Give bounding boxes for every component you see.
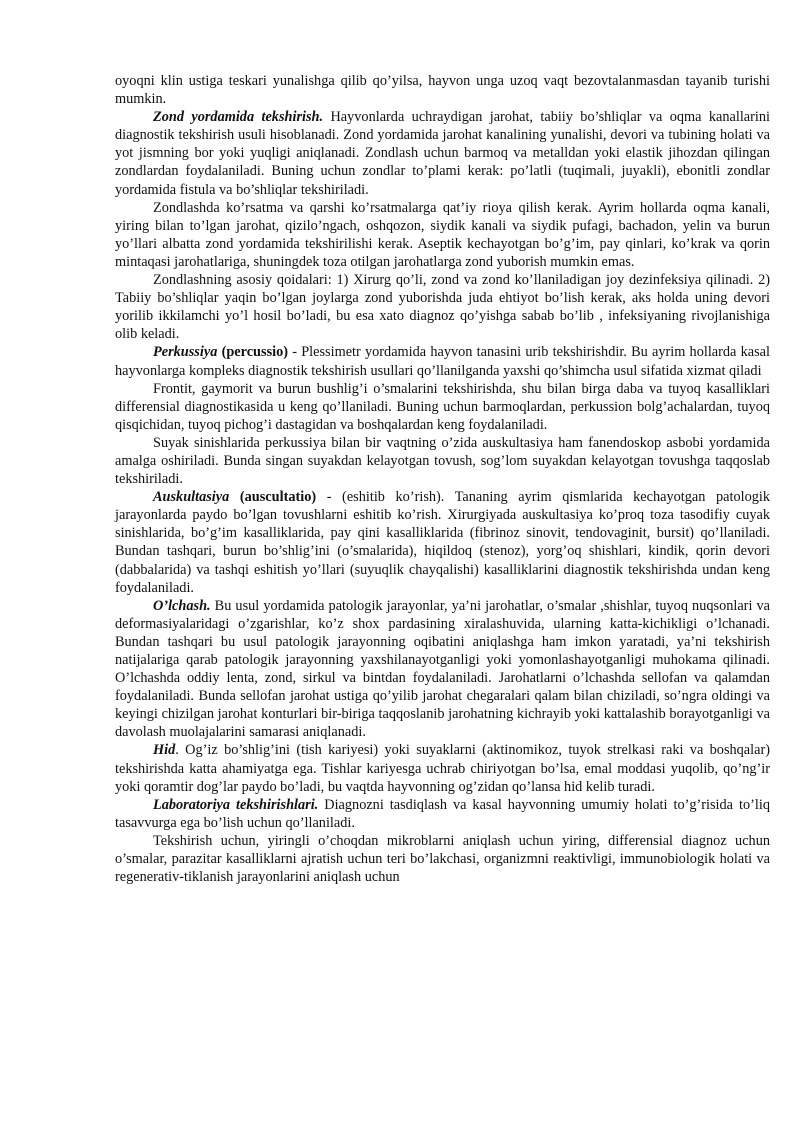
heading-auskultasiya: Auskultasiya — [153, 489, 230, 506]
paragraph-9 — [115, 597, 770, 742]
heading-olchash: O’lchash. — [153, 597, 211, 614]
term-percussio: (percussio) — [217, 344, 289, 361]
paragraph-1-text: oyoqni klin ustiga teskari yunalishga qilib qo’yilsa, hayvon unga uzoq vaqt bezovtalanmasdan tayanib turishi mumkin. — [115, 73, 770, 108]
paragraph-8-text: - (eshitib ko’rish). Tananing ayrim qismlarida kechayotgan patologik jarayonlarda paydo bo’lgan tovushlarni eshitib ko’rish. Xirurgiyada auskultasiya ko’proq toza tasodifiy cuyak sinishlarida, bo’g’im kasalliklarida, pay qini kasalliklarida (fibrinoz sinovit, tendovaginit, bursit) qo’llaniladi. Bundan tashqari, burun bo’shlig’ini (o’smalarida), hiqildoq (stenoz), yorg’oq shishlari, kindik, qorin devori (dabbalarida) va tashqi eshitish yo’llari (suyuqlik chayqalishi) kasalliklarini diagnostik tekshirishda undan keng foydalaniladi. — [115, 489, 770, 596]
paragraph-8 — [115, 488, 770, 597]
paragraph-3 — [115, 199, 770, 271]
paragraph-12 — [115, 832, 770, 886]
document-body — [115, 72, 770, 886]
paragraph-11-text: Diagnozni tasdiqlash va kasal hayvonning umumiy holati to’g’risida to’liq tasavvurga ega bo’lish uchun qo’llaniladi. — [115, 796, 770, 831]
paragraph-3-text: Zondlashda ko’rsatma va qarshi ko’rsatmalarga qat’iy rioya qilish kerak. Ayrim hollarda oqma kanali, yiring bilan to’lgan jarohat, qizilo’ngach, oshqozon, siydik kanali va siydik pufagi, bachadon, yelin va burun yo’llari albatta zond yordamida tekshirilishi kerak. Aseptik kechayotgan bo’g’im, pay qinlari, ko’krak va qorin mintaqasi jarohatlariga, shuningdek toza otilgan jarohatlarga zond yuborish mumkin emas. — [115, 199, 770, 270]
heading-hid: Hid — [153, 742, 176, 759]
paragraph-6 — [115, 380, 770, 434]
heading-perkussiya: Perkussiya — [153, 344, 218, 361]
paragraph-2-text: Hayvonlarda uchraydigan jarohat, tabiiy bo’shliqlar va oqma kanallarini diagnostik tekshirish usuli hisoblanadi. Zond yordamida jarohat kanalining yunalishi, devori va tubining holati va yot jismning bor yoki yuqligi aniqlanadi. Zondlash uchun barmoq va metalldan yoki elastik jihozdan qilingan zondlardan foydalaniladi. Buning uchun zondlar to’plami kerak: po’latli (tuqimali, juyakli), ebonitli zondlar yordamida fistula va bo’shliqlar tekshiriladi. — [115, 109, 771, 198]
paragraph-6-text: Frontit, gaymorit va burun bushlig’i o’smalarini tekshirishda, shu bilan birga daba va tuyoq kasalliklari differensial diagnostikasida u keng qo’llaniladi. Buning uchun barmoqlardan, perkussion bolg’achalardan, tuyoq qisqichidan, tuyoq pichog’i dastagidan va boshqalardan keng foydalaniladi. — [115, 380, 770, 433]
paragraph-10-text: . Og’iz bo’shlig’ini (tish kariyesi) yoki suyaklarni (aktinomikoz, tuyok strelkasi raki va boshqalar) tekshirishda katta ahamiyatga ega. Tishlar kariyesga uchrab chiriyotgan bo’lsa, emal moddasi yuqolib, qo’ng’ir yoki qoramtir dog’lar paydo bo’ladi, bu vaqtda hayvonning og’zidan qo’lansa hid kelib turadi. — [115, 742, 770, 795]
paragraph-7 — [115, 434, 770, 488]
paragraph-2 — [115, 108, 770, 198]
heading-zond: Zond yordamida tekshirish. — [153, 109, 324, 126]
heading-laboratoriya: Laboratoriya tekshirishlari. — [153, 796, 319, 813]
term-auscultatio: (auscultatio) — [229, 489, 317, 506]
paragraph-5-text: - Plessimetr yordamida hayvon tanasini urib tekshirishdir. Bu ayrim hollarda kasal hayvonlarga kompleks diagnostik tekshirish usullari qo’llanilganda yaxshi qo’shimcha usul sifatida xizmat qiladi — [115, 344, 770, 379]
paragraph-1 — [115, 72, 770, 108]
paragraph-11 — [115, 796, 770, 832]
paragraph-9-text: Bu usul yordamida patologik jarayonlar, ya’ni jarohatlar, o’smalar ,shishlar, tuyoq nuqsonlari va deformasiyalaridagi o’zgarishlar, ko’z shox pardasining xiralashuvida, ularning katta-kichikligi o’lchanadi. Bundan tashqari bu usul patologik jarayonning oqibatini aniqlashga ham imkon yaratadi, ya’ni tekshirish natijalariga qarab patologik jarayonning yaxshilanayotganligi yoki yomonlashayotganligi muhokama qilinadi. O’lchashda oddiy lenta, zond, sirkul va bintdan foydalaniladi. Jarohatlarni o’lchashda sellofan va qalamdan foydalaniladi. Bunda sellofan jarohat ustiga qo’yilib jarohat chegaralari qalam bilan chiziladi, so’ngra oldingi va keyingi chizilgan jarohat konturlari bir-biriga taqqoslanib jarohatning kichrayib yoki kattalashib borayotganligi va davolash muolajalarini samarasi aniqlanadi. — [115, 597, 770, 741]
paragraph-10 — [115, 741, 770, 795]
paragraph-5 — [115, 343, 770, 379]
paragraph-7-text: Suyak sinishlarida perkussiya bilan bir vaqtning o’zida auskultasiya ham fanendoskop asbobi yordamida amalga oshiriladi. Bunda singan suyakdan kelayotgan tovush, sog’lom suyakdan kelayotgan tovushga taqqoslab tekshiriladi. — [115, 434, 770, 488]
paragraph-12-text: Tekshirish uchun, yiringli o’choqdan mikroblarni aniqlash uchun yiring, differensial diagnoz uchun o’smalar, parazitar kasalliklarni ajratish uchun teri bo’lakchasi, organizmni reaktivligi, immunobiologik holati va regenerativ-tiklanish jarayonlarini aniqlash uchun — [115, 832, 770, 886]
paragraph-4-text: Zondlashning asosiy qoidalari: 1) Xirurg qo’li, zond va zond ko’llaniladigan joy dezinfeksiya qilinadi. 2) Tabiiy bo’shliqlar yaqin bo’lgan joylarga zond yuborishda juda ehtiyot bo’lish kerak, aks holda uning devori yorilib ikkilamchi yo’l hosil bo’ladi, bu esa xato diagnoz qo’yishga sabab bo’lib , infeksiyaning rivojlanishiga olib keladi. — [115, 272, 770, 343]
paragraph-4 — [115, 271, 770, 343]
